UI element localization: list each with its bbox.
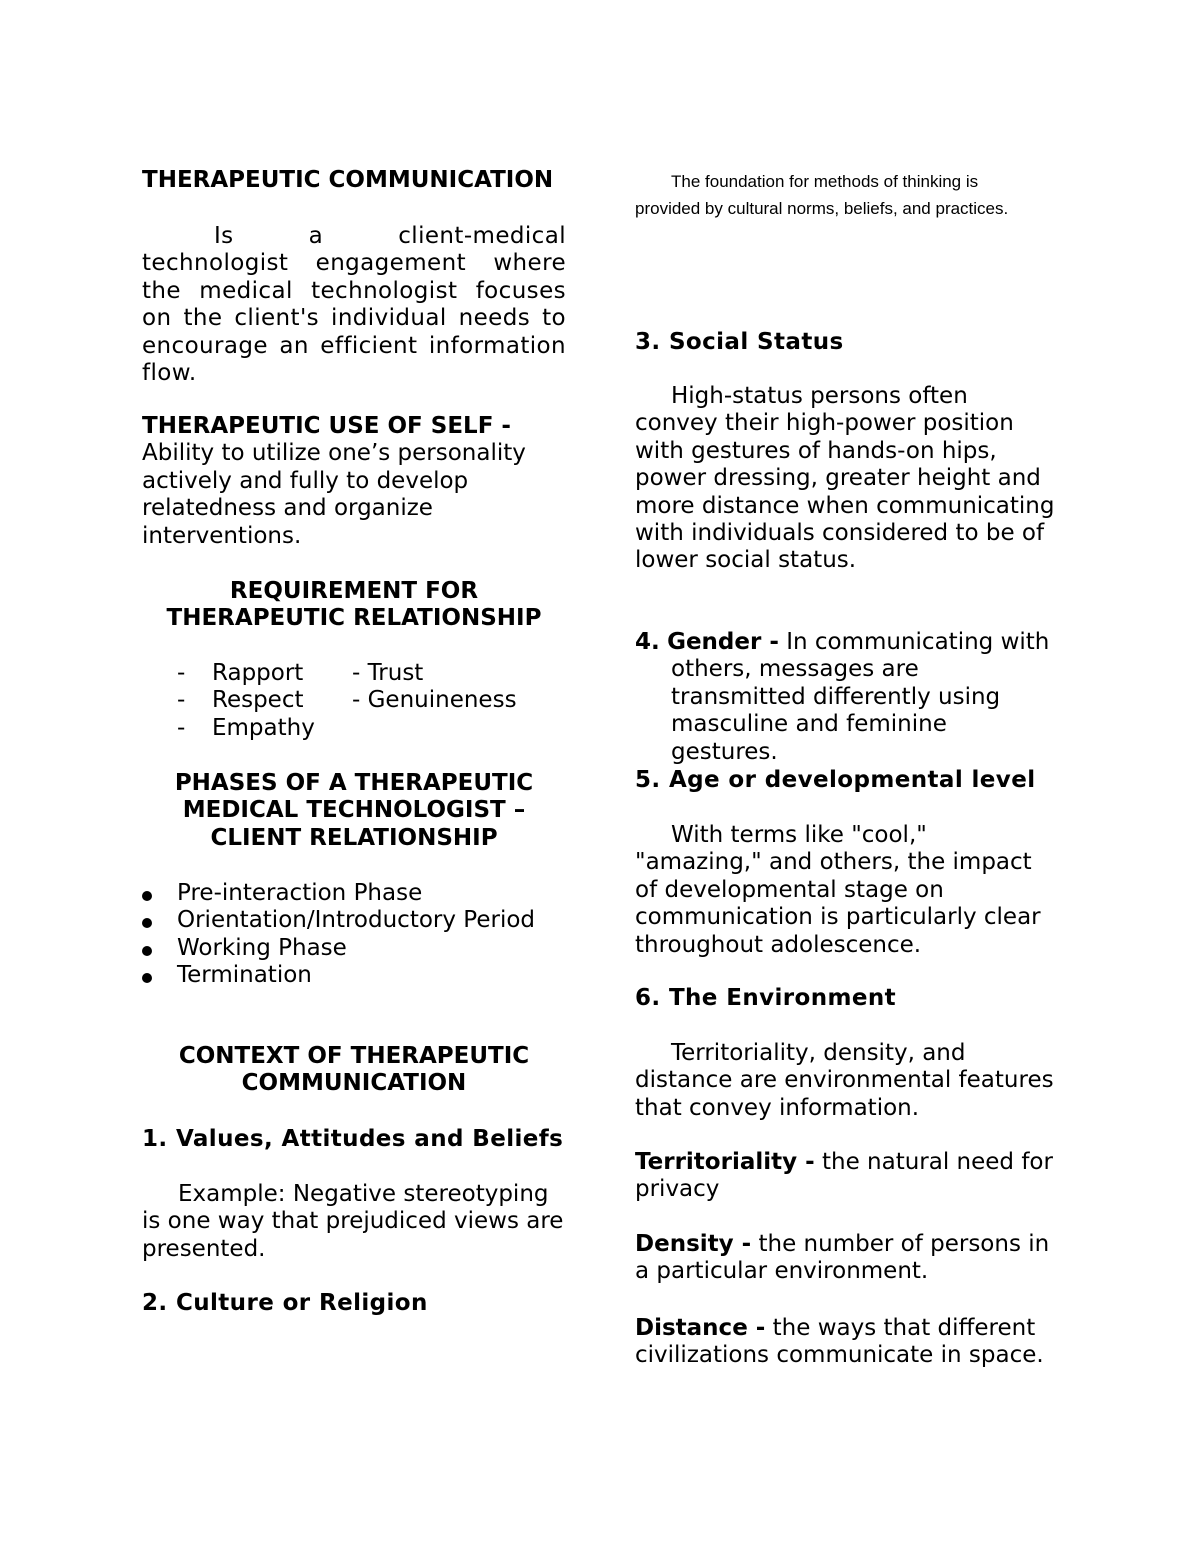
phases-heading [142,770,566,852]
item5-heading: 5. Age or developmental level [635,767,1036,793]
dash-marker: - [177,660,186,686]
bullet-icon [142,946,152,956]
item1-text: Example: Negative stereotyping is one way that prejudiced views are presented. [142,1181,564,1262]
bullet-icon [142,973,152,983]
distance-text: the ways that different civilizations communicate in space. [635,1315,1044,1369]
density-definition [635,1231,1055,1286]
requirement-left: Respect [212,687,304,714]
phases-list [142,880,566,992]
list-item [142,715,566,742]
phases-heading-line-1: PHASES OF A THERAPEUTIC [174,770,534,796]
page-title: THERAPEUTIC COMMUNICATION [142,167,554,193]
territoriality-text: the natural need for privacy [635,1149,1053,1203]
territoriality-term: Territoriality - [635,1149,815,1175]
dash-marker: - [177,687,186,714]
bullet-icon [142,891,152,901]
item5-text: With terms like "cool," "amazing," and others, the impact of developmental stage on communication is particularly clear throughout adolescence. [635,822,1041,958]
use-of-self-term: THERAPEUTIC USE OF SELF - [142,413,511,439]
distance-term: Distance - [635,1315,766,1341]
density-term: Density - [635,1231,752,1257]
use-of-self-block [142,413,566,550]
phase-label: Orientation/Introductory Period [177,907,536,934]
bullet-icon [142,918,152,928]
phases-heading-line-3: CLIENT RELATIONSHIP [210,824,498,851]
density-text: the number of persons in a particular environment. [635,1231,1050,1285]
item6-heading: 6. The Environment [635,985,897,1011]
distance-definition [635,1315,1055,1370]
list-item [142,660,566,687]
requirement-left: Empathy [212,714,315,741]
context-heading-line-1: CONTEXT OF THERAPEUTIC [178,1043,530,1069]
requirements-list [142,660,566,745]
culture-text: The foundation for methods of thinking is provided by cultural norms, beliefs, and practices. [635,172,1009,218]
territoriality-definition [635,1149,1055,1204]
requirement-right: - Genuineness [352,687,517,714]
item4-text: In communicating with others, messages are transmitted differently using masculine and feminine gestures. [671,629,1050,765]
item4-block [635,629,1055,766]
phase-label: Working Phase [177,934,347,961]
item3-heading: 3. Social Status [635,329,844,355]
list-item [142,687,566,714]
item2-heading: 2. Culture or Religion [142,1290,428,1316]
requirement-heading [142,578,566,633]
item4-number: 4. [635,629,660,655]
requirement-heading-line-2: THERAPEUTIC RELATIONSHIP [166,605,542,632]
phase-label: Pre-interaction Phase [177,880,423,906]
context-heading-line-2: COMMUNICATION [241,1070,467,1097]
phases-heading-line-2: MEDICAL TECHNOLOGIST – [182,797,526,824]
item3-text: High-status persons often convey their high-power position with gestures of hands-on hips, power dressing, greater height and more distance when communicating with individuals considered to be of lower social status. [635,383,1055,574]
item1-heading: 1. Values, Attitudes and Beliefs [142,1126,564,1152]
context-heading [142,1043,566,1098]
definition-paragraph: Is a client-medical technologist engagement where the medical technologist focuses on the client's individual needs to encourage an efficient information flow. [142,223,566,387]
requirement-right: - Trust [352,660,424,686]
requirement-heading-line-1: REQUIREMENT FOR [229,578,479,604]
item4-term: Gender - [667,629,779,655]
use-of-self-text: Ability to utilize one’s personality actively and fully to develop relatedness and organize interventions. [142,440,526,549]
requirement-left: Rapport [212,660,304,686]
item6-text: Territoriality, density, and distance are environmental features that convey information. [635,1040,1054,1121]
phase-label: Termination [177,962,312,989]
dash-marker: - [177,714,186,741]
